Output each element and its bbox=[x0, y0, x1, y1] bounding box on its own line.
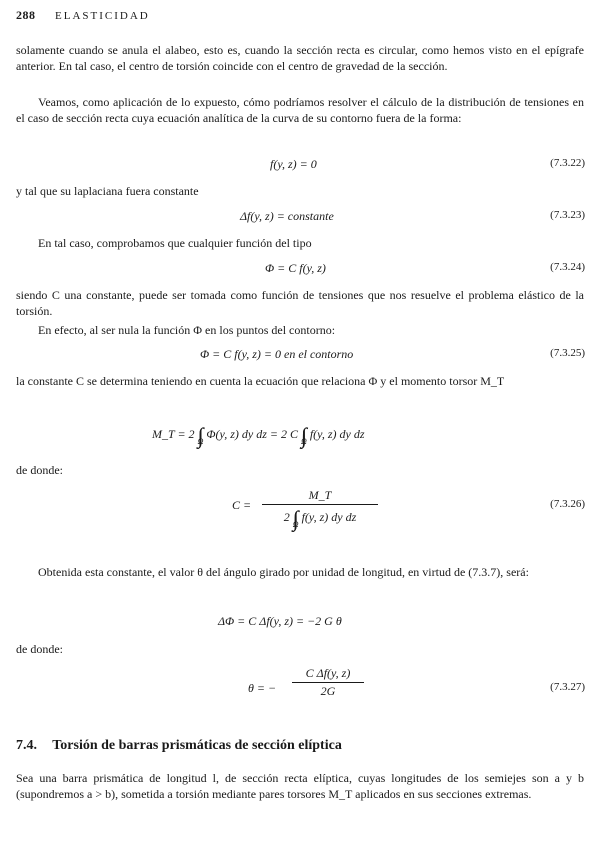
fraction-bar bbox=[292, 682, 364, 683]
denominator-integrand: f(y, z) dy dz bbox=[301, 510, 357, 524]
equation-theta-lhs: θ = − bbox=[248, 681, 277, 695]
section-heading bbox=[16, 738, 342, 754]
equation-c-lhs: C = bbox=[232, 498, 252, 512]
paragraph-5: siendo C una constante, puede ser tomada como función de tensiones que nos resuelve el problema elástico de la torsión. bbox=[16, 288, 584, 318]
paragraph-11: Sea una barra prismática de longitud l, de sección recta elíptica, cuyas longitudes de los semiejes son a y b (supondremos a > b), sometida a torsión mediante pares torsores M_T aplicados en sus secciones extremas. bbox=[16, 771, 584, 801]
moment-middle: Φ(y, z) dy dz = 2 C bbox=[206, 427, 298, 441]
paragraph-3: y tal que su laplaciana fuera constante bbox=[16, 184, 199, 198]
equation-label-7-3-23: (7.3.23) bbox=[550, 209, 585, 221]
denominator-factor: 2 bbox=[283, 510, 290, 524]
moment-lhs: M_T = 2 bbox=[152, 427, 195, 441]
paragraph-10: de donde: bbox=[16, 642, 63, 656]
paragraph-2: Veamos, como aplicación de lo expuesto, cómo podríamos resolver el cálculo de la distribución de tensiones en el caso de sección recta cuya ecuación analítica de la curva de su contorno fuera de la forma: bbox=[16, 95, 584, 125]
equation-7-3-27 bbox=[292, 666, 364, 699]
equation-7-3-23: Δf(y, z) = constante bbox=[240, 209, 334, 223]
equation-label-7-3-27: (7.3.27) bbox=[550, 681, 585, 693]
equation-7-3-25: Φ = C f(y, z) = 0 en el contorno bbox=[200, 347, 354, 361]
page-header bbox=[16, 8, 150, 23]
section-title: Torsión de barras prismáticas de sección elíptica bbox=[52, 738, 342, 753]
paragraph-6: En efecto, al ser nula la función Φ en los puntos del contorno: bbox=[38, 323, 336, 337]
fraction-numerator: C Δf(y, z) bbox=[305, 666, 351, 680]
integral-domain: Ω bbox=[197, 437, 204, 446]
equation-7-3-22: f(y, z) = 0 bbox=[270, 157, 317, 171]
moment-rhs: f(y, z) dy dz bbox=[309, 427, 365, 441]
fraction-denominator: 2G bbox=[320, 684, 336, 698]
integral-domain: Ω bbox=[301, 437, 307, 446]
equation-7-3-26 bbox=[262, 488, 378, 532]
running-title: ELASTICIDAD bbox=[55, 10, 150, 22]
equation-laplacian: ΔΦ = C Δf(y, z) = −2 G θ bbox=[218, 614, 342, 628]
paragraph-8: de donde: bbox=[16, 463, 63, 477]
equation-label-7-3-25: (7.3.25) bbox=[550, 347, 585, 359]
equation-7-3-24: Φ = C f(y, z) bbox=[265, 261, 326, 275]
fraction-numerator: M_T bbox=[308, 488, 332, 502]
equation-label-7-3-24: (7.3.24) bbox=[550, 261, 585, 273]
paragraph-7: la constante C se determina teniendo en cuenta la ecuación que relaciona Φ y el momento torsor M_T bbox=[16, 374, 505, 388]
paragraph-4: En tal caso, comprobamos que cualquier función del tipo bbox=[38, 236, 312, 250]
equation-label-7-3-22: (7.3.22) bbox=[550, 157, 585, 169]
fraction-denominator bbox=[262, 506, 378, 532]
integral-domain: Ω bbox=[292, 520, 299, 529]
equation-moment bbox=[152, 423, 365, 449]
paragraph-1: solamente cuando se anula el alabeo, esto es, cuando la sección recta es circular, como hemos visto en el epígrafe anterior. En tal caso, el centro de torsión coincide con el centro de gravedad de la sección. bbox=[16, 43, 584, 73]
page-number: 288 bbox=[16, 8, 36, 22]
equation-label-7-3-26: (7.3.26) bbox=[550, 498, 585, 510]
fraction-bar bbox=[262, 504, 378, 505]
section-number: 7.4. bbox=[16, 738, 37, 753]
paragraph-9: Obtenida esta constante, el valor θ del ángulo girado por unidad de longitud, en virtud de (7.3.7), será: bbox=[38, 565, 529, 579]
